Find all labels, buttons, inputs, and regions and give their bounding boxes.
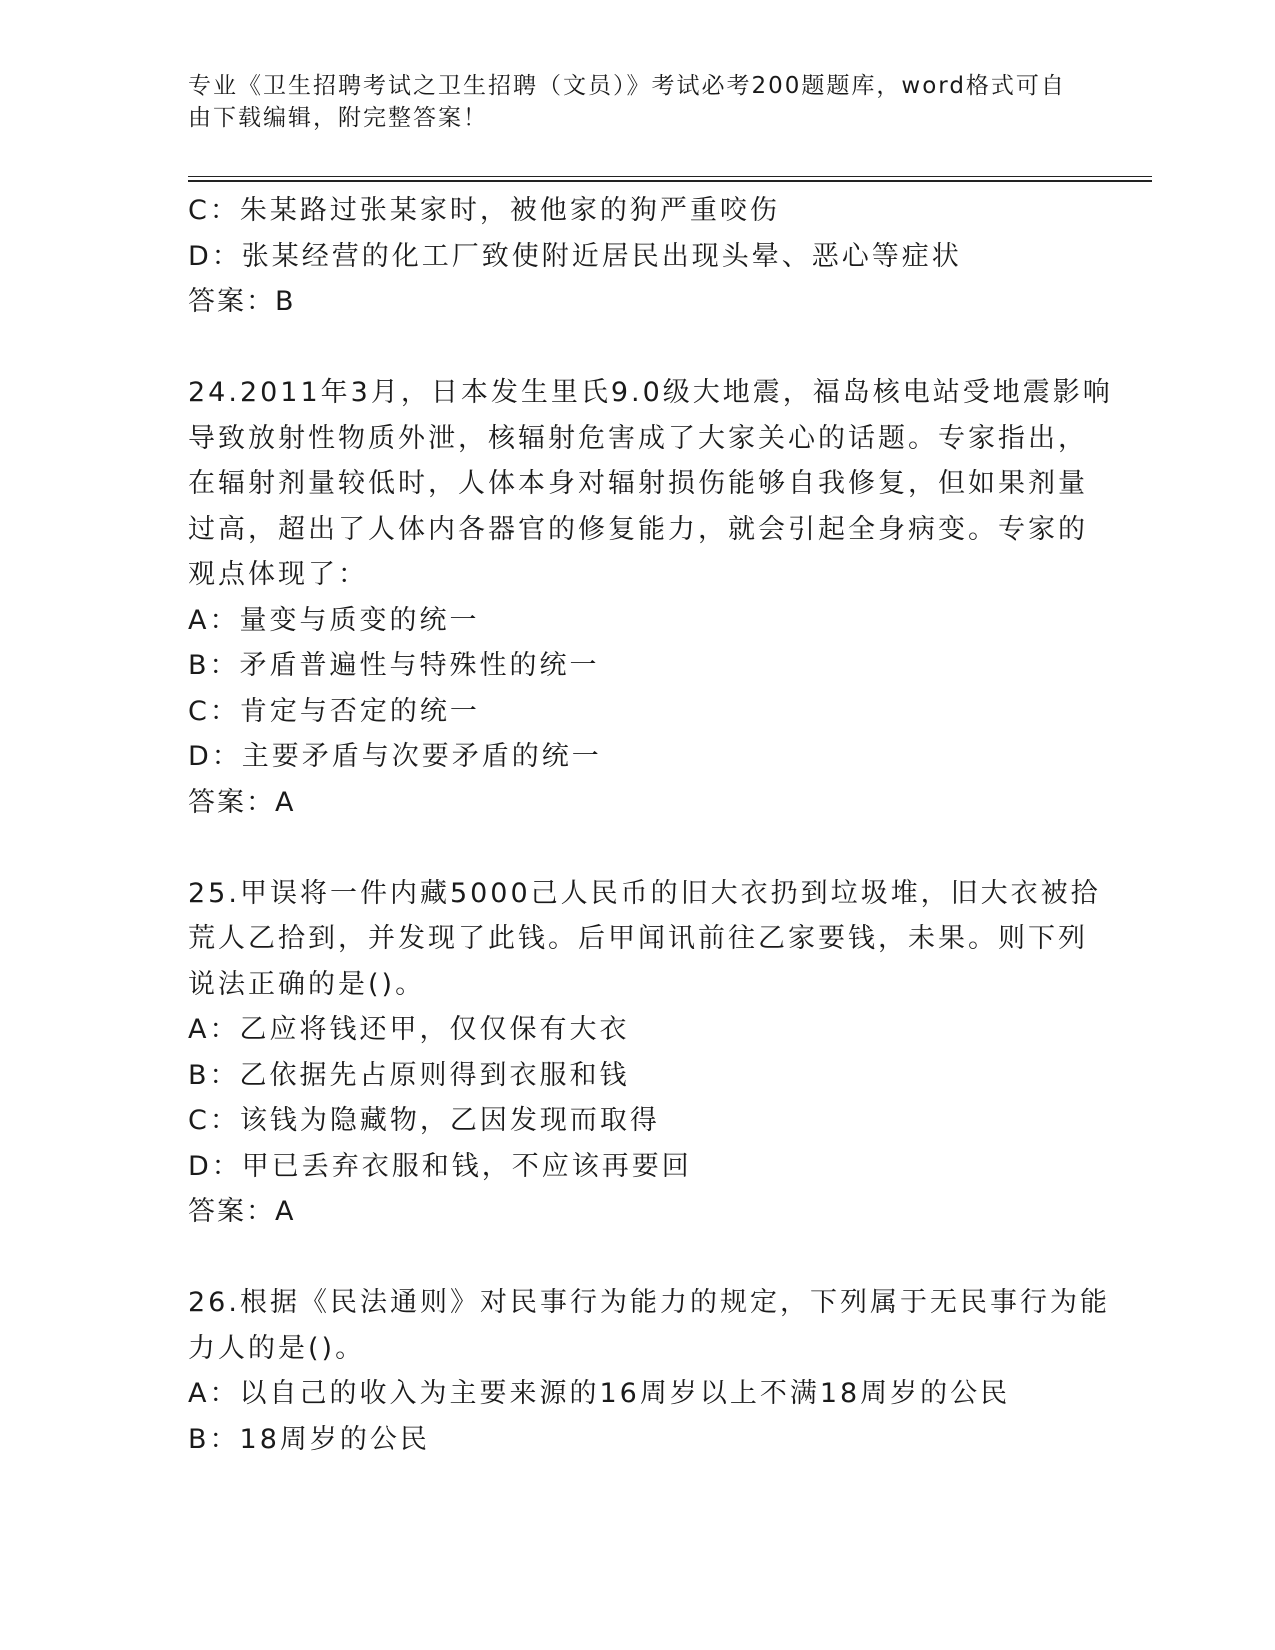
answer-line xyxy=(188,780,1088,826)
question-stem-line: 观点体现了： xyxy=(188,559,368,590)
question-stem-line: 26.根据《民法通则》对民事行为能力的规定，下列属于无民事行为能 xyxy=(188,1287,1110,1318)
question-24 xyxy=(188,370,1113,825)
option-d: D：甲已丢弃衣服和钱，不应该再要回 xyxy=(188,1150,692,1182)
header-divider-thick xyxy=(188,180,1152,182)
answer-value: A xyxy=(275,1196,296,1227)
answer-value: B xyxy=(275,286,296,317)
option-c: C：朱某路过张某家时，被他家的狗严重咬伤 xyxy=(188,195,780,226)
option-b: B：18周岁的公民 xyxy=(188,1423,430,1455)
option-a: A：以自己的收入为主要来源的16周岁以上不满18周岁的公民 xyxy=(188,1378,1011,1409)
header-divider-thin xyxy=(188,176,1152,177)
question-stem-line: 24.2011年3月，日本发生里氏9.0级大地震，福岛核电站受地震影响 xyxy=(188,377,1113,408)
question-stem-line: 说法正确的是()。 xyxy=(188,968,426,1000)
question-23-tail xyxy=(188,188,1088,325)
question-spacer xyxy=(188,1235,1088,1281)
question-stem-line: 荒人乙拾到，并发现了此钱。后甲闻讯前往乙家要钱，未果。则下列 xyxy=(188,923,1088,954)
header-title-line-1: 专业《卫生招聘考试之卫生招聘（文员）》考试必考200题题库，word格式可自 xyxy=(188,73,1066,99)
answer-label: 答案： xyxy=(188,1196,275,1227)
document-body xyxy=(188,188,1113,1462)
question-stem-line: 在辐射剂量较低时，人体本身对辐射损伤能够自我修复，但如果剂量 xyxy=(188,468,1088,499)
option-c: C：该钱为隐藏物，乙因发现而取得 xyxy=(188,1105,660,1136)
question-26 xyxy=(188,1280,1110,1462)
answer-line xyxy=(188,279,1088,325)
answer-line xyxy=(188,1189,1088,1235)
question-spacer xyxy=(188,825,1088,871)
question-stem-line: 25.甲误将一件内藏5000己人民币的旧大衣扔到垃圾堆，旧大衣被拾 xyxy=(188,877,1101,909)
question-25 xyxy=(188,871,1101,1235)
header-title-line-2: 由下载编辑，附完整答案！ xyxy=(188,105,488,131)
answer-value: A xyxy=(275,786,296,818)
answer-label: 答案： xyxy=(188,286,275,317)
option-a: A：量变与质变的统一 xyxy=(188,604,480,636)
option-d: D：张某经营的化工厂致使附近居民出现头晕、恶心等症状 xyxy=(188,240,962,272)
question-stem-line: 过高，超出了人体内各器官的修复能力，就会引起全身病变。专家的 xyxy=(188,513,1088,545)
option-b: B：矛盾普遍性与特殊性的统一 xyxy=(188,650,600,681)
option-d: D：主要矛盾与次要矛盾的统一 xyxy=(188,741,602,772)
document-header xyxy=(188,70,1068,134)
option-c: C：肯定与否定的统一 xyxy=(188,695,480,727)
option-a: A：乙应将钱还甲，仅仅保有大衣 xyxy=(188,1014,630,1045)
question-stem-line: 力人的是()。 xyxy=(188,1332,366,1364)
question-stem-line: 导致放射性物质外泄，核辐射危害成了大家关心的话题。专家指出， xyxy=(188,422,1088,454)
question-spacer xyxy=(188,325,1088,371)
answer-label: 答案： xyxy=(188,786,275,818)
option-b: B：乙依据先占原则得到衣服和钱 xyxy=(188,1059,630,1091)
